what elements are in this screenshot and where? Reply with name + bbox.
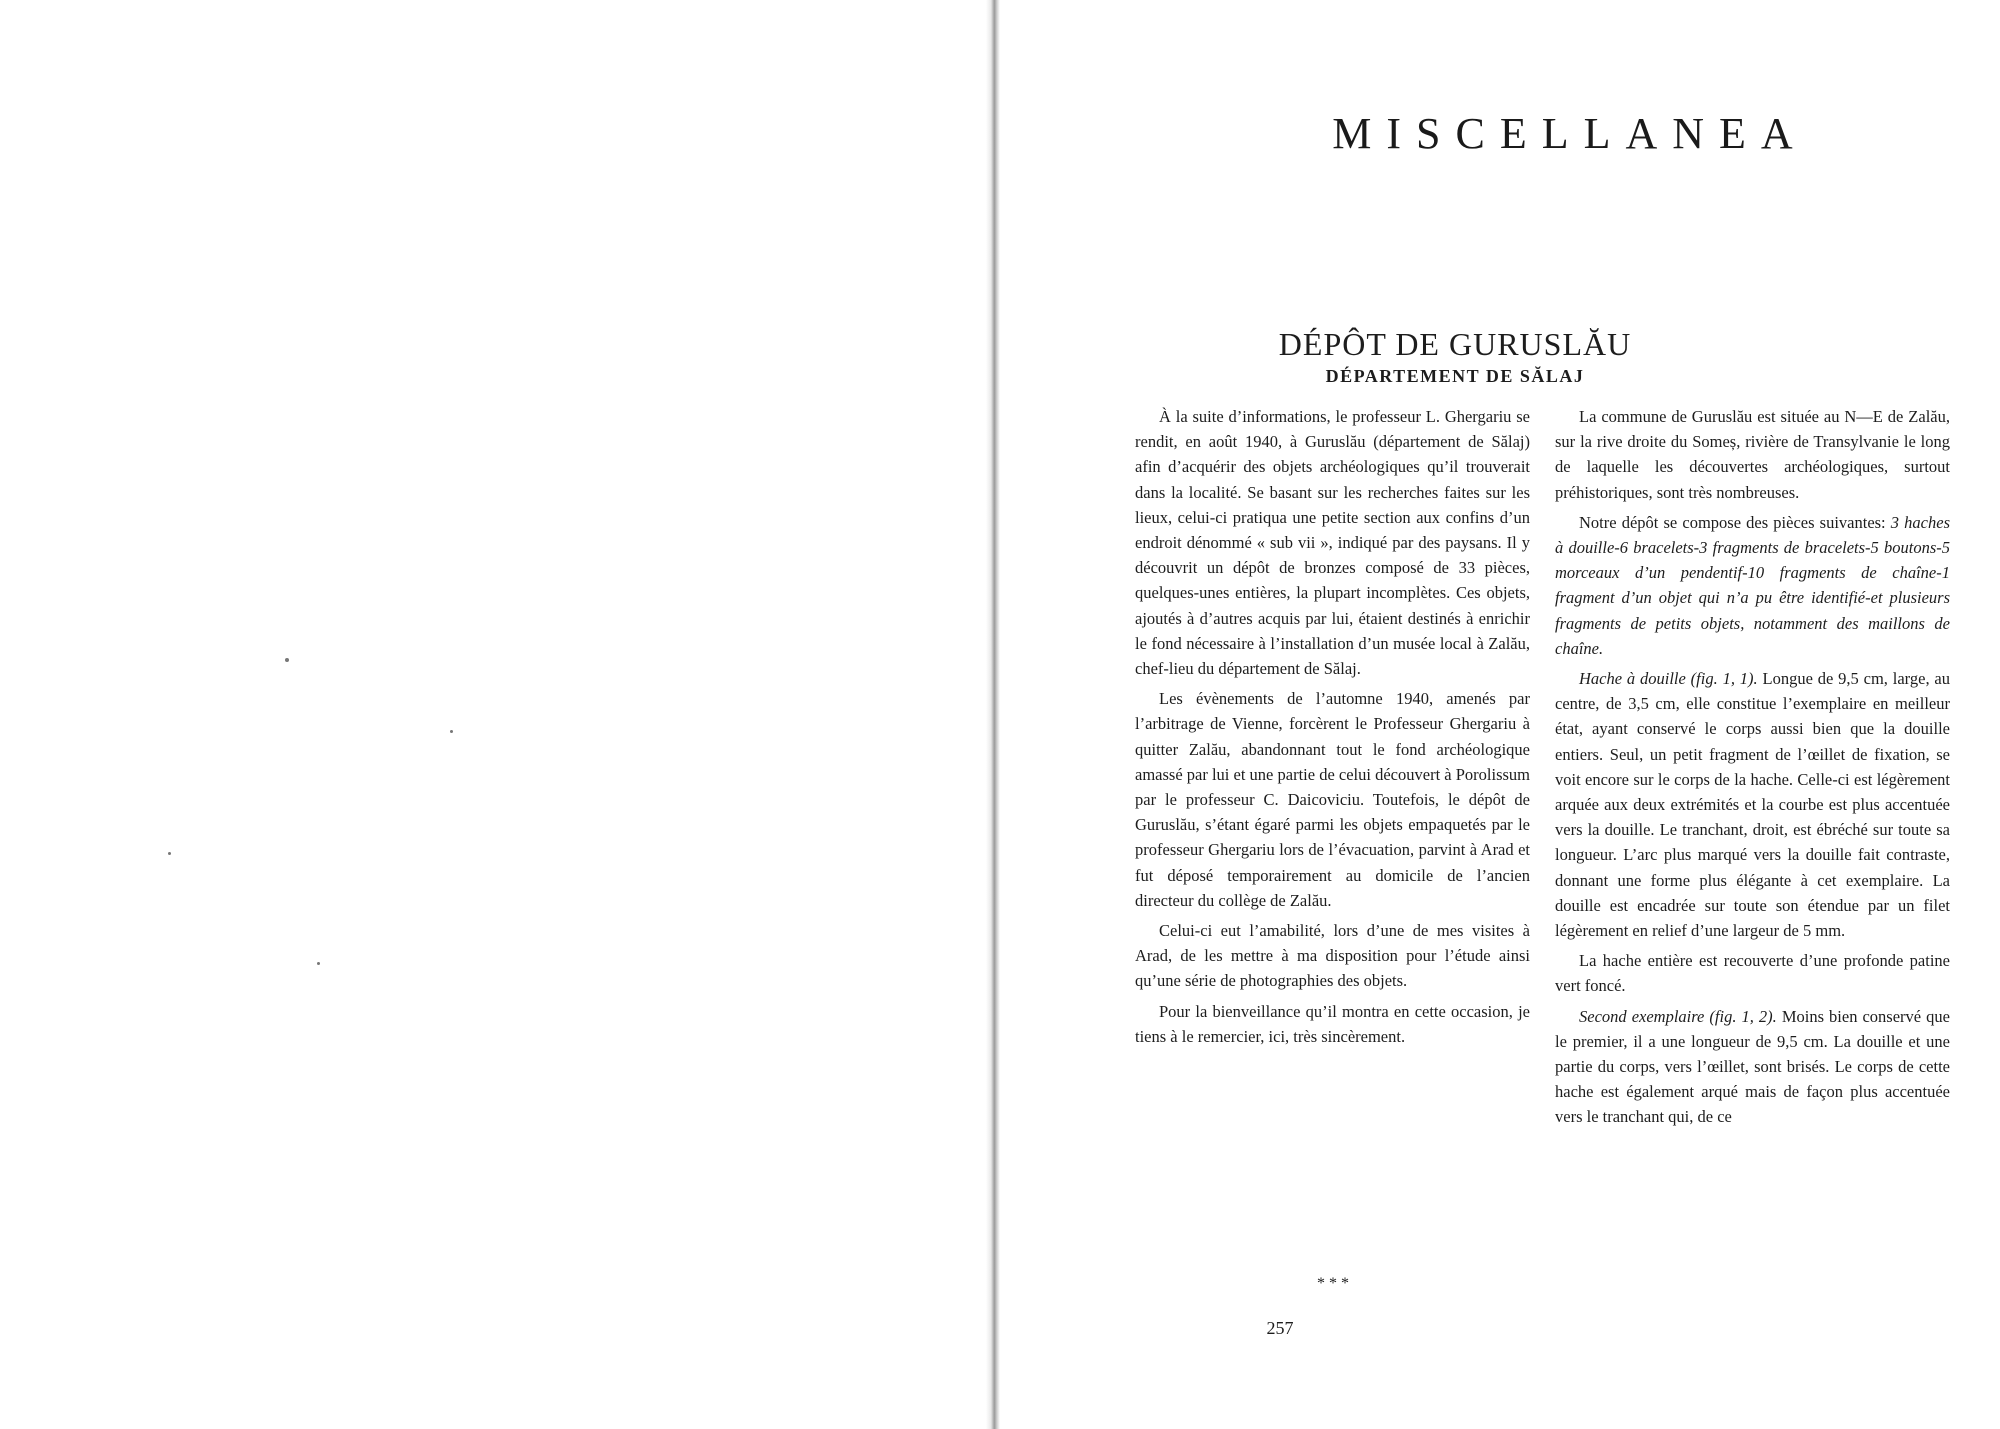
- left-text-column: [1135, 404, 1530, 1054]
- paragraph: La commune de Guruslău est située au N—E de Zalău, sur la rive droite du Someș, rivière de Transylvanie le long de laquelle les découvertes archéologiques, surtout préhistoriques, sont très nombreuses.: [1555, 407, 1950, 502]
- axe-2-heading: Second exemplaire (fig. 1, 2).: [1579, 1006, 1777, 1026]
- paragraph: Pour la bienveillance qu’il montra en cette occasion, je tiens à le remercier, ici, très sincèrement.: [1135, 1001, 1530, 1046]
- paragraph: Celui-ci eut l’amabilité, lors d’une de mes visites à Arad, de les mettre à ma disposition pour l’étude ainsi qu’une série de photographies des objets.: [1135, 921, 1530, 991]
- axe-1-heading: Hache à douille (fig. 1, 1).: [1579, 669, 1758, 689]
- paragraph: Les évènements de l’automne 1940, amenés par l’arbitrage de Vienne, forcèrent le Professeur Ghergariu à quitter Zalău, abandonnant tout le fond archéologique amassé par lui et une partie de celui découvert à Porolissum par le professeur C. Daicoviciu. Toutefois, le dépôt de Guruslău, s’étant égaré parmi les objets empaquetés par le professeur Ghergariu lors de l’évacuation, parvint à Arad et fut déposé temporairement au domicile de l’ancien directeur du collège de Zalău.: [1135, 689, 1530, 910]
- axe-2-description: Moins bien conservé que le premier, il a une longueur de 9,5 cm. La douille et une partie du corps, vers l’œillet, sont brisés. Le corps de cette hache est également arqué mais de façon plus accentuée vers le tranchant qui, de ce: [1555, 1006, 1950, 1127]
- paragraph-inventory: [1555, 510, 1950, 661]
- right-text-column: [1555, 404, 1950, 1135]
- section-title: MISCELLANEA: [1332, 109, 1808, 158]
- axe-1-description: Longue de 9,5 cm, large, au centre, de 3,5 cm, elle constitue l’exemplaire en meilleur état, ayant conservé le corps aussi bien que la douille entiers. Seul, un petit fragment de l’œillet de fixation, se voit encore sur le corps de la hache. Celle-ci est légèrement arquée aux deux extrémités et la courbe est plus accentuée vers la douille. Le tranchant, droit, est ébréché sur toute sa longueur. L’arc plus marqué vers la douille fait contraste, donnant une forme plus élégante à cet exemplaire. La douille est encadrée sur toute son étendue par un filet légèrement en relief d’une largeur de 5 mm.: [1555, 669, 1950, 941]
- section-asterism: [1310, 1275, 1356, 1292]
- page-257: [1000, 0, 2000, 1429]
- article-subtitle: DÉPARTEMENT DE SĂLAJ: [1325, 366, 1585, 386]
- paragraph-axe-1: [1555, 666, 1950, 943]
- paper-speck: [168, 852, 171, 855]
- paragraph-axe-2: [1555, 1004, 1950, 1130]
- paper-speck: [285, 658, 289, 662]
- book-gutter: [986, 0, 1000, 1429]
- blank-left-page: [0, 0, 985, 1429]
- paper-speck: [317, 962, 320, 965]
- page-number: 257: [1266, 1318, 1294, 1338]
- paragraph: À la suite d’informations, le professeur L. Ghergariu se rendit, en août 1940, à Guruslău (département de Sălaj) afin d’acquérir des objets archéologiques qu’il trouverait dans la localité. Se basant sur les recherches faites sur les lieux, celui-ci pratiqua une petite section aux confins d’un endroit dénommé « sub vii », indiqué par des paysans. Il y découvrit un dépôt de bronzes composé de 33 pièces, quelques-unes entières, la plupart incomplètes. Ces objets, ajoutés à d’autres acquis par lui, étaient destinés à enrichir le fond nécessaire à l’installation d’un musée local à Zalău, chef-lieu du département de Sălaj.: [1135, 407, 1530, 679]
- inventory-lead: Notre dépôt se compose des pièces suivantes:: [1579, 512, 1891, 532]
- article-title: DÉPÔT DE GURUSLĂU: [1278, 326, 1632, 362]
- paragraph: La hache entière est recouverte d’une profonde patine vert foncé.: [1555, 951, 1950, 996]
- asterism-text: * * *: [1317, 1275, 1349, 1292]
- paper-speck: [450, 730, 453, 733]
- inventory-list: 3 haches à douille-6 bracelets-3 fragments de bracelets-5 boutons-5 morceaux d’un pendentif-10 fragments de chaîne-1 fragment d’un objet qui n’a pu être identifié-et plusieurs fragments de petits objets, notamment des maillons de chaîne.: [1555, 512, 1950, 658]
